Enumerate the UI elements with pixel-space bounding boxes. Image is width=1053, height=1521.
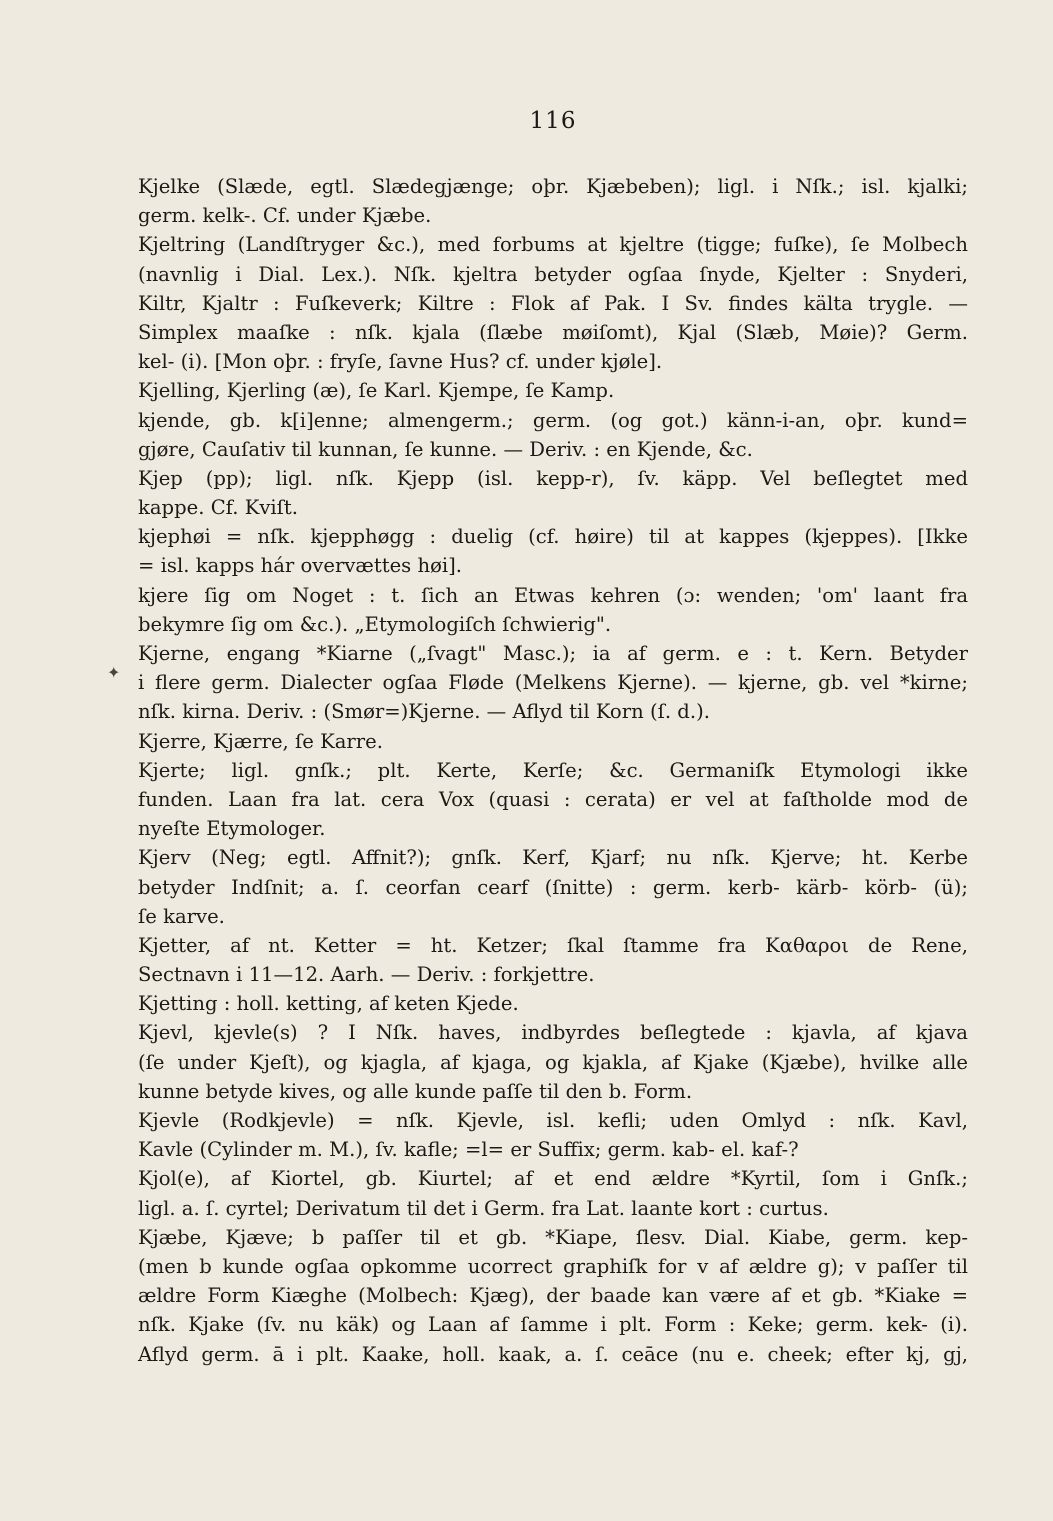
text-line: Kjelke (Slæde, egtl. Slædegjænge; oþr. Kjæbeben); ligl. i Nſk.; isl. kjalki; [138,175,968,198]
text-line: Kjep (pp); ligl. nſk. Kjepp (isl. kepp-r), ſv. käpp. Vel beſlegtet med [138,466,968,490]
text-line: Kavle (Cylinder m. M.), ſv. kafle; =l= er Suffix; germ. kab- el. kaf-? [138,1138,799,1162]
text-line: (men b kunde ogſaa opkomme ucorrect graphiſk for v af ældre g); v paſſer til [138,1254,968,1278]
text-line: gjøre, Cauſativ til kunnan, ſe kunne. — Deriv. : en Kjende, &c. [138,437,753,461]
dictionary-text [138,172,968,1369]
text-line: Kjevle (Rodkjevle) = nſk. Kjevle, isl. kefli; uden Omlyd : nſk. Kavl, [138,1109,968,1132]
text-line: Aflyd germ. ā i plt. Kaake, holl. kaak, a. ſ. ceāce (nu e. cheek; efter kj, gj, [138,1342,968,1366]
text-line: (ſe under Kjeſt), og kjagla, af kjaga, og kjakla, af Kjake (Kjæbe), hvilke alle [138,1050,968,1074]
text-line: Kjerte; ligl. gnſk.; plt. Kerte, Kerſe; &c. Germaniſk Etymologi ikke [138,758,968,782]
text-line: ligl. a. ſ. cyrtel; Derivatum til det i Germ. fra Lat. laante kort : curtus. [138,1196,829,1220]
text-line: bekymre ſig om &c.). „Etymologiſch ſchwierig". [138,612,612,636]
text-line: Kjerne, engang *Kiarne („ſvagt" Masc.); ia af germ. e : t. Kern. Betyder [138,642,968,665]
text-line: nſk. Kjake (ſv. nu käk) og Laan af ſamme i plt. Form : Keke; germ. kek- (i). [138,1313,968,1337]
text-line: funden. Laan fra lat. cera Vox (quasi : cerata) er vel at faſtholde mod de [138,787,968,811]
text-line: Kjetting : holl. ketting, af keten Kjede. [138,992,519,1016]
text-line: Kjeltring (Landſtryger &c.), med forbums at kjeltre (tigge; fuſke), ſe Molbech [138,233,968,257]
text-line: i flere germ. Dialecter ogſaa Fløde (Melkens Kjerne). — kjerne, gb. vel *kirne; [138,671,968,695]
text-line: nyeſte Etymologer. [138,817,326,841]
text-line: Kjelling, Kjerling (æ), ſe Karl. Kjempe, ſe Kamp. [138,379,615,403]
text-line: kappe. Cf. Kviſt. [138,496,299,520]
text-line: (navnlig i Dial. Lex.). Nſk. kjeltra betyder ogſaa ſnyde, Kjelter : Snyderi, [138,262,968,286]
text-line: kjephøi = nſk. kjepphøgg : duelig (cf. høire) til at kappes (kjeppes). [Ikke [138,525,968,549]
text-line: Kjevl, kjevle(s) ? I Nſk. haves, indbyrdes beſlegtede : kjavla, af kjava [138,1021,968,1045]
text-line: Kjerre, Kjærre, ſe Karre. [138,729,383,753]
text-line: kunne betyde kives, og alle kunde paſſe til den b. Form. [138,1079,693,1103]
text-line: betyder Indſnit; a. ſ. ceorfan cearf (ſnitte) : germ. kerb- kärb- körb- (ü); [138,875,968,899]
text-line: germ. kelk-. Cf. under Kjæbe. [138,204,432,228]
page-number: 116 [529,108,577,134]
text-line: kjere ſig om Noget : t. ſich an Etwas kehren (ɔ: wenden; 'om' laant fra [138,583,968,607]
text-line: nſk. kirna. Deriv. : (Smør=)Kjerne. — Aflyd til Korn (ſ. d.). [138,700,710,724]
text-line: Kjetter, af nt. Ketter = ht. Ketzer; ſkal ſtamme fra Καθαροι de Rene, [138,933,968,957]
text-line: Sectnavn i 11—12. Aarh. — Deriv. : forkjettre. [138,963,595,987]
text-line: Kjæbe, Kjæve; b paſſer til et gb. *Kiape, ſlesv. Dial. Kiabe, germ. kep- [138,1225,968,1249]
text-line: kel- (i). [Mon oþr. : fryſe, ſavne Hus? cf. under kjøle]. [138,350,663,374]
text-line: Kiltr, Kjaltr : Fuſkeverk; Kiltre : Flok af Pak. I Sv. findes kälta trygle. — [138,291,968,315]
text-line: ſe karve. [138,904,225,928]
text-line: Simplex maaſke : nſk. kjala (ſlæbe møiſomt), Kjal (Slæb, Møie)? Germ. [138,320,968,344]
margin-mark: ✦ [107,663,121,682]
text-line: Kjol(e), af Kiortel, gb. Kiurtel; af et end ældre *Kyrtil, ſom i Gnſk.; [138,1167,968,1191]
text-line: ældre Form Kiæghe (Molbech: Kjæg), der baade kan være af et gb. *Kiake = [138,1284,968,1308]
text-line: = isl. kapps hár overvættes høi]. [138,554,463,578]
text-line: kjende, gb. k[i]enne; almengerm.; germ. (og got.) känn-i-an, oþr. kund= [138,408,968,432]
text-line: Kjerv (Neg; egtl. Affnit?); gnſk. Kerf, Kjarf; nu nſk. Kjerve; ht. Kerbe [138,846,968,870]
